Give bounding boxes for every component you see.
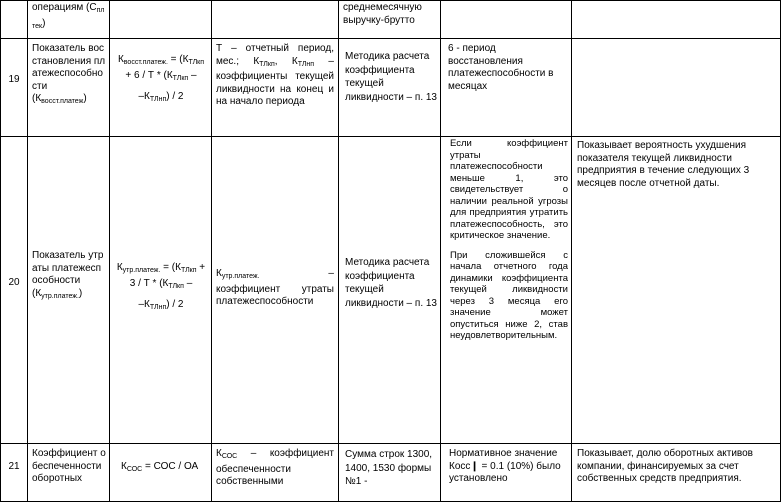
col-border-6: [571, 0, 572, 502]
row-border-20: [0, 136, 781, 137]
row-20-formula-a: К: [116, 262, 123, 273]
row-19-number: 19: [8, 74, 20, 85]
row-20-formula-a-sub: утр.платеж.: [122, 267, 161, 274]
row-21-def-a-sub: СОС: [221, 453, 238, 460]
row-20-formula-c-sub: ТЛкп: [168, 282, 184, 290]
row-19-name-sub: восст.платеж: [41, 98, 84, 105]
row-21-definition: [216, 448, 334, 500]
row-20-source: Методика расчета коэффициента текущей ликвидности – п. 13: [345, 257, 437, 309]
row-19-source: Методика расчета коэффициента текущей ликвидности – п. 13: [345, 51, 437, 103]
row-21-formula-a: К: [121, 461, 127, 472]
row-20-formula-e-sub: ТЛнп: [149, 304, 167, 311]
row-21-formula-b: = СОС / ОА: [142, 461, 199, 472]
row-19-name: [32, 43, 106, 109]
row-19-def-a: Т – отчетный период, мес.; К: [216, 43, 334, 67]
top-name-end: ): [42, 17, 46, 29]
row-19-formula-a: К: [117, 54, 124, 65]
row-19-formula-b-sub: ТЛкп: [188, 59, 205, 66]
row-19-formula-f: ) / 2: [166, 91, 184, 102]
row-21-source: Сумма строк 1300, 1400, 1530 формы №1 -: [345, 449, 433, 487]
row-20-formula-b: = (К: [160, 262, 181, 273]
row-21-name: Коэффициент обеспеченности оборотных: [32, 448, 106, 484]
row-19-formula-a-sub: восст.платеж.: [123, 59, 168, 66]
row-19-name-end: ): [83, 93, 87, 104]
row-19-def-a-sub: ТЛкп: [259, 60, 275, 68]
row-20-formula-c: + 3 / Т * (К: [129, 262, 206, 289]
row-20-norm-p2: При сложившейся с начала отчетного года динамики коэффициента текущей ликвидности через 3 месяца его значение может опуститься ниже 2, став неудовлетворительным.: [450, 249, 568, 341]
row-20-formula-d: –: [183, 277, 193, 289]
row-21-number: 21: [8, 461, 20, 472]
row-19-formula-b: = (К: [167, 54, 189, 65]
col-border-2: [109, 0, 110, 502]
row-20-norm-p1: Если коэффициент утраты платежеспособности меньше 1, это свидетельствует о наличии реальной угрозы для предприятия утратить платежеспособность, это критическое значение.: [450, 138, 568, 241]
row-19-formula-c: + 6 / Т * (К: [125, 69, 173, 81]
row-19-formula-c-sub: ТЛкп: [172, 74, 189, 82]
row-20-formula-b-sub: ТЛкп: [180, 267, 197, 274]
top-source-cell: среднемесячную выручку-брутто: [343, 2, 422, 26]
row-19-formula-e-sub: ТЛнп: [149, 96, 167, 103]
row-20-name: [32, 250, 106, 303]
col-border-4: [338, 0, 339, 502]
top-name-text: операциям (С: [32, 2, 97, 13]
row-21-def-c: – коэффициент обеспеченности собственными: [216, 448, 334, 487]
top-name-sub: пл тек: [32, 7, 105, 30]
row-20-norm: [450, 138, 568, 342]
row-20-def-c: – коэффициент утраты платежеспособности: [216, 268, 334, 307]
row-20-def-a-sub: утр.платеж.: [221, 273, 260, 280]
row-20-meaning: Показывает вероятность ухудшения показателя текущей ликвидности предприятия в течение следующих 3 месяцев после отчетной даты.: [577, 140, 750, 189]
row-20-number: 20: [8, 277, 20, 288]
col-border-3: [211, 0, 212, 502]
row-19-def-b-sub: ТЛнп: [297, 60, 315, 68]
row-19-formula: [114, 54, 208, 107]
col-border-1: [27, 0, 28, 502]
row-19-norm: 6 - период восстановления платежеспособности в месяцах: [448, 43, 554, 92]
row-19-formula-e: –К: [138, 91, 150, 102]
row-21-meaning: Показывает, долю оборотных активов компании, финансируемых за счет собственных средств предприятия.: [577, 448, 753, 484]
row-21-formula: [121, 461, 207, 477]
row-19-def-b: , К: [274, 55, 298, 67]
row-20-name-text: Показатель утраты платежеспособности: [32, 250, 104, 286]
row-19-definition: [216, 43, 334, 109]
row-20-formula-f: ) / 2: [166, 299, 184, 310]
row-21-norm: Нормативное значение Косс❙ = 0.1 (10%) было установлено: [449, 448, 561, 484]
row-21-def-a: К: [216, 448, 222, 459]
col-border-5: [440, 0, 441, 502]
row-20-name-sub: утр.платеж.: [41, 292, 79, 300]
row-20-def-a: К: [216, 268, 222, 279]
row-20-name-sym: (К: [32, 287, 42, 299]
row-border-top: [0, 0, 781, 1]
row-20-formula: [114, 262, 208, 315]
row-19-name-text: Показатель восстановления платежеспособности: [32, 43, 106, 92]
row-20-formula-e: –К: [138, 299, 150, 310]
row-border-19: [0, 38, 781, 39]
row-19-formula-d: –: [188, 69, 197, 81]
row-20-name-end: ): [78, 287, 83, 299]
row-border-21: [0, 443, 781, 444]
top-name-cell: [32, 2, 106, 33]
row-21-formula-a-sub: СОС: [126, 466, 143, 473]
row-19-def-c: – коэффициенты текущей ликвидности на конец и на начало периода: [216, 55, 334, 107]
row-20-definition: [216, 268, 334, 309]
row-19-name-sym: (К: [32, 93, 42, 104]
